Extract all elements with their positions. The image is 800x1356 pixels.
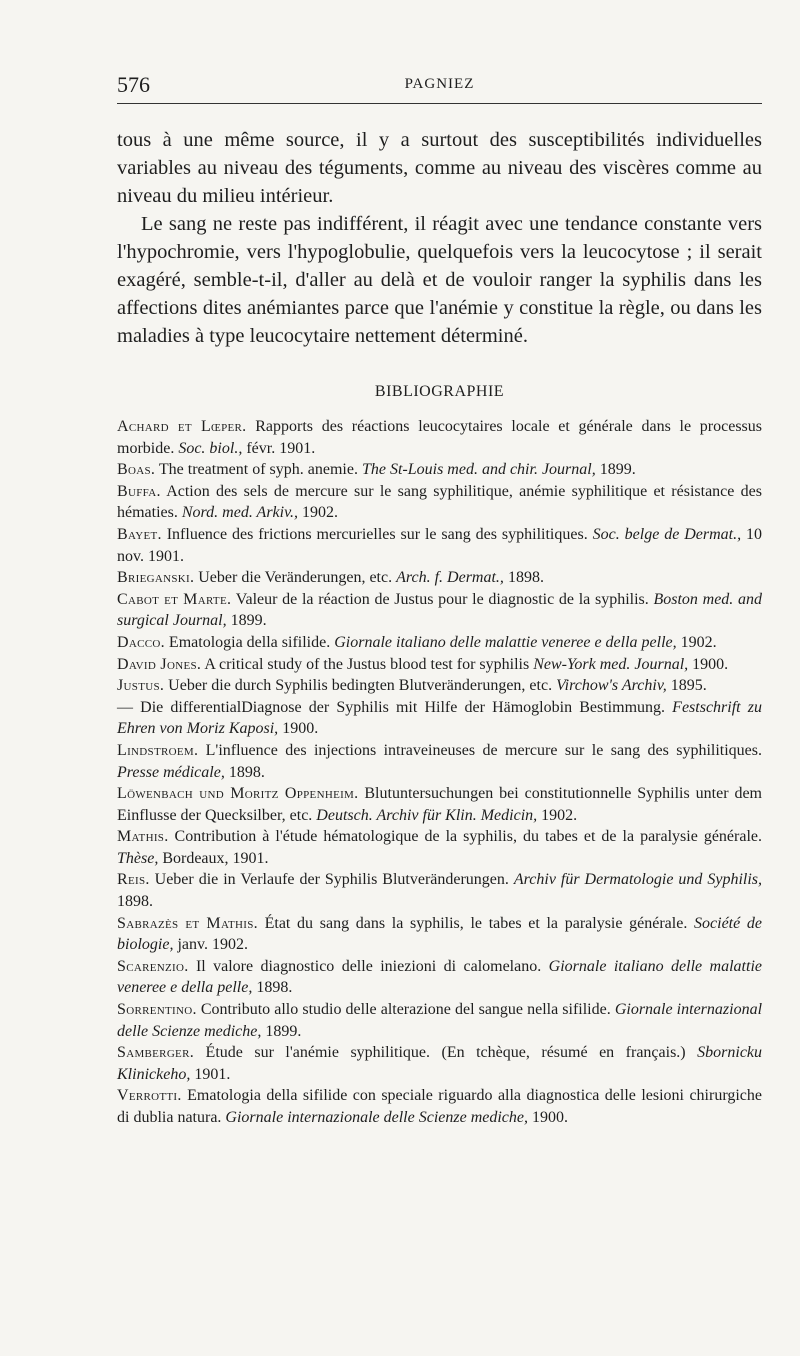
entry-source: Soc. biol., (178, 439, 243, 457)
entry-author: Lindstroem. (117, 741, 199, 759)
bibliography-entry (117, 869, 762, 912)
entry-date: 1898. (117, 893, 153, 911)
entry-source: Giornale internazionale delle Scienze mediche, (225, 1109, 529, 1126)
entry-date: 1900. (532, 1109, 569, 1126)
entry-date: 1900. (282, 720, 319, 738)
entry-source: Sbornicku Klinickeho, (117, 1044, 763, 1083)
entry-date: Bordeaux, 1901. (162, 849, 269, 867)
running-head: PAGNIEZ (404, 76, 475, 92)
bibliography-entry (117, 956, 762, 999)
entry-date: 10 nov. 1901. (117, 525, 763, 565)
entry-author: Sabrazès et Mathis. (117, 914, 258, 932)
entry-title: Valeur de la réaction de Justus pour le diagnostic de la syphilis. (235, 590, 649, 608)
entry-date: 1895. (670, 677, 707, 695)
entry-title: — Die differentialDiagnose der Syphilis mit Hilfe der Hämoglobin Bestimmung. (117, 698, 666, 716)
entry-date: 1901. (194, 1065, 231, 1083)
entry-source: Virchow's Archiv, (556, 677, 667, 695)
entry-author: Löwenbach und Moritz Oppenheim. (117, 785, 359, 803)
entry-title: Ueber die in Verlaufe der Syphilis Blutveränderungen. (154, 871, 509, 889)
entry-author: Dacco. (117, 633, 165, 651)
entry-source: Giornale italiano delle malattie veneree e della pelle, (117, 957, 762, 997)
entry-source: Soc. belge de Dermat., (592, 525, 742, 543)
entry-date: 1899. (230, 612, 267, 630)
entry-author: Boas. (117, 461, 156, 479)
header-rule (117, 103, 762, 104)
bibliography-entry (117, 913, 762, 956)
entry-author: Brieganski. (117, 569, 195, 587)
entry-title: Ematologia della sifilide con speciale riguardo alla diagnostica delle lesioni chirurgiche di dublia natura. (117, 1087, 763, 1126)
entry-date: 1902. (302, 504, 339, 522)
paragraph-continuation: tous à une même source, il y a surtout des susceptibilités individuelles variables au niveau des téguments, comme au niveau des viscères comme au niveau du milieu intérieur. (117, 129, 762, 207)
entry-title: Action des sels de mercure sur le sang syphilitique, anémie syphilitique et résistance des hématies. (117, 482, 762, 522)
entry-date: 1900. (692, 655, 729, 673)
entry-date: 1898. (256, 979, 293, 997)
page-number: 576 (117, 72, 150, 97)
entry-title: État du sang dans la syphilis, le tabes et la paralysie générale. (264, 914, 688, 932)
entry-date: 1899. (265, 1022, 302, 1040)
entry-title: Blutuntersuchungen bei constitutionnelle Syphilis unter dem Einflusse der Quecksilber, etc. (117, 785, 762, 824)
entry-source: Presse médicale, (117, 763, 225, 781)
entry-source: New-York med. Journal, (533, 655, 689, 673)
bibliography-entry (117, 740, 762, 783)
bibliography-entry (117, 675, 762, 697)
bibliography-entry (117, 524, 762, 567)
entry-title: Contributo allo studio delle alterazione del sangue nella sifilide. (200, 1001, 611, 1019)
bibliography-entry (117, 589, 762, 632)
entry-title: Ematologia della sifilide. (168, 633, 331, 651)
entry-title: Ueber die Veränderungen, etc. (198, 569, 393, 587)
entry-source: Giornale italiano delle malattie veneree e della pelle, (334, 633, 677, 651)
entry-source: Festschrift zu Ehren von Moriz Kaposi, (117, 698, 762, 738)
paragraph-blood: Le sang ne reste pas indifférent, il réagit avec une tendance constante vers l'hypochromie, vers l'hypoglobulie, quelquefois vers la leucocytose ; il serait exagéré, semble-t-il, d'aller au delà et de vouloir ranger la syphilis dans les affections dites anémiantes parce que l'anémie y constitue la règle, ou dans les maladies à type leucocytaire nettement déterminé. (117, 213, 762, 347)
entry-date: 1899. (599, 461, 636, 479)
entry-date: févr. 1901. (246, 439, 316, 457)
bibliography-entry (117, 459, 762, 481)
entry-title: Il valore diagnostico delle iniezioni di calomelano. (195, 957, 542, 975)
entry-title: Étude sur l'anémie syphilitique. (En tchèque, résumé en français.) (205, 1044, 686, 1062)
entry-author: Sorrentino. (117, 1001, 197, 1019)
entry-source: Deutsch. Archiv für Klin. Medicin, (316, 806, 538, 824)
bibliography-list (117, 416, 762, 1129)
entry-author: Achard et Lœper. (117, 418, 247, 435)
entry-author: Scarenzio. (117, 957, 189, 975)
entry-title: Contribution à l'étude hématologique de la syphilis, du tabes et de la paralysie générale. (174, 828, 762, 846)
entry-author: Samberger. (117, 1044, 195, 1062)
entry-date: janv. 1902. (177, 936, 248, 954)
entry-title: Ueber die durch Syphilis bedingten Blutveränderungen, etc. (168, 677, 553, 695)
entry-title: The treatment of syph. anemie. (158, 461, 358, 479)
entry-source: Giornale internazional delle Scienze mediche, (117, 1001, 763, 1040)
entry-source: Arch. f. Dermat., (396, 569, 504, 587)
bibliography-entry (117, 697, 762, 740)
entry-date: 1902. (541, 806, 578, 824)
bibliography-entry (117, 1085, 762, 1128)
entry-source: Boston med. and surgical Journal, (117, 590, 763, 630)
entry-author: Reis. (117, 871, 150, 889)
page-header (117, 70, 762, 100)
entry-author: Verrotti. (117, 1087, 182, 1105)
entry-title: L'influence des injections intraveineuses de mercure sur le sang des syphilitiques. (205, 741, 762, 759)
bibliography-entry (117, 632, 762, 654)
bibliography-entry (117, 654, 762, 676)
entry-author: David Jones. (117, 655, 202, 673)
bibliography-entry (117, 999, 762, 1042)
entry-title: Influence des frictions mercurielles sur le sang des syphilitiques. (166, 525, 588, 543)
entry-title: Rapports des réactions leucocytaires locale et générale dans le processus morbide. (117, 418, 763, 457)
entry-date: 1898. (507, 569, 544, 587)
entry-date: 1898. (228, 763, 265, 781)
entry-author: Justus. (117, 677, 165, 695)
bibliography-heading: BIBLIOGRAPHIE (374, 383, 505, 400)
body-text (117, 126, 762, 350)
entry-source: Nord. med. Arkiv., (181, 504, 299, 522)
bibliography-entry (117, 481, 762, 524)
entry-source: The St-Louis med. and chir. Journal, (361, 461, 596, 479)
bibliography-entry (117, 783, 762, 826)
entry-author: Cabot et Marte. (117, 590, 232, 608)
entry-source: Thèse, (117, 849, 159, 867)
entry-author: Buffa. (117, 482, 161, 500)
entry-author: Bayet. (117, 525, 162, 543)
bibliography-entry (117, 1042, 762, 1085)
bibliography-entry (117, 567, 762, 589)
entry-source: Société de biologie, (117, 914, 763, 954)
entry-date: 1902. (680, 633, 717, 651)
entry-source: Archiv für Dermatologie und Syphilis, (513, 871, 763, 889)
bibliography-entry (117, 416, 762, 459)
entry-author: Mathis. (117, 828, 169, 846)
entry-title: A critical study of the Justus blood test for syphilis (204, 655, 530, 673)
bibliography-entry (117, 826, 762, 869)
